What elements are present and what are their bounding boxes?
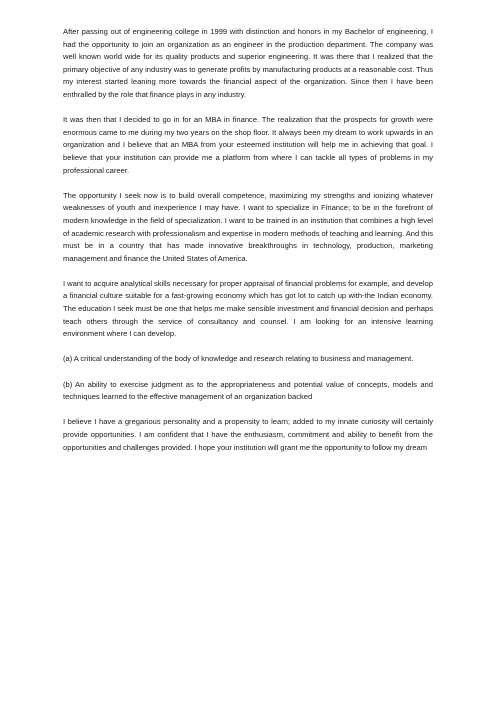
paragraph-goal-a: (a) A critical understanding of the body of knowledge and research relating to business and management. (63, 354, 414, 364)
paragraph-career-start: After passing out of engineering college in 1999 with distinction and honors in my Bachelor of engineering, I had the opportunity to join an organization as an engineer in the production department. The company was well known world wide for its quality products and superior engineering. It was there that I realized that the primary objective of any industry was to generate profits by manufacturing products at a reasonable cost. Thus my interest started leaning more towards the financial aspect of the organization. Since then I have been enthralled by the role that finance plays in any industry. (63, 27, 433, 99)
paragraph-goal-b: (b) An ability to exercise judgment as to the appropriateness and potential value of concepts, models and techniques learned to the effective management of an organization backed (63, 379, 433, 402)
paragraph-closing: I believe I have a gregarious personality and a propensity to learn; added to my innate curiosity will certainly provide opportunities. I am confident that I have the enthusiasm, commitment and ability to benefit from the opportunities and challenges provided. I hope your institution will grant me the opportunity to follow my dream (63, 417, 433, 452)
paragraph-mba-decision: It was then that I decided to go in for an MBA in finance. The realization that the prospects for growth were enormous came to me during my two years on the shop floor. It always been my dream to work upwards in an organization and I believe that an MBA from your esteemed institution will help me in achieving that goal. I believe that your institution can provide me a platform from where I can tackle all types of problems in my professional career. (63, 115, 433, 175)
paragraph-analytical-skills: I want to acquire analytical skills necessary for proper appraisal of financial problems for example, and develop a financial culture suitable for a fast-growing economy which has got lot to catch up with-the Indian economy. The education I seek must be one that helps me make sensible investment and financial decision and perhaps teach others through the service of consultancy and counsel. I am looking for an intensive learning environment where I can develop. (63, 278, 433, 339)
paragraph-opportunity: The opportunity I seek now is to build overall competence, maximizing my strengths and ionizing whatever weaknesses of youth and inexperience I may have. I want to specialize in Finance; to be in the forefront of modern knowledge in the field of specialization. I want to be trained in an institution that combines a high level of academic research with professionalism and expertise in modern methods of teaching and learning. And this must be in a country that has made innovative breakthroughs in technology, production, marketing management and finance the United States of America. (63, 190, 433, 263)
document-body (63, 26, 433, 467)
